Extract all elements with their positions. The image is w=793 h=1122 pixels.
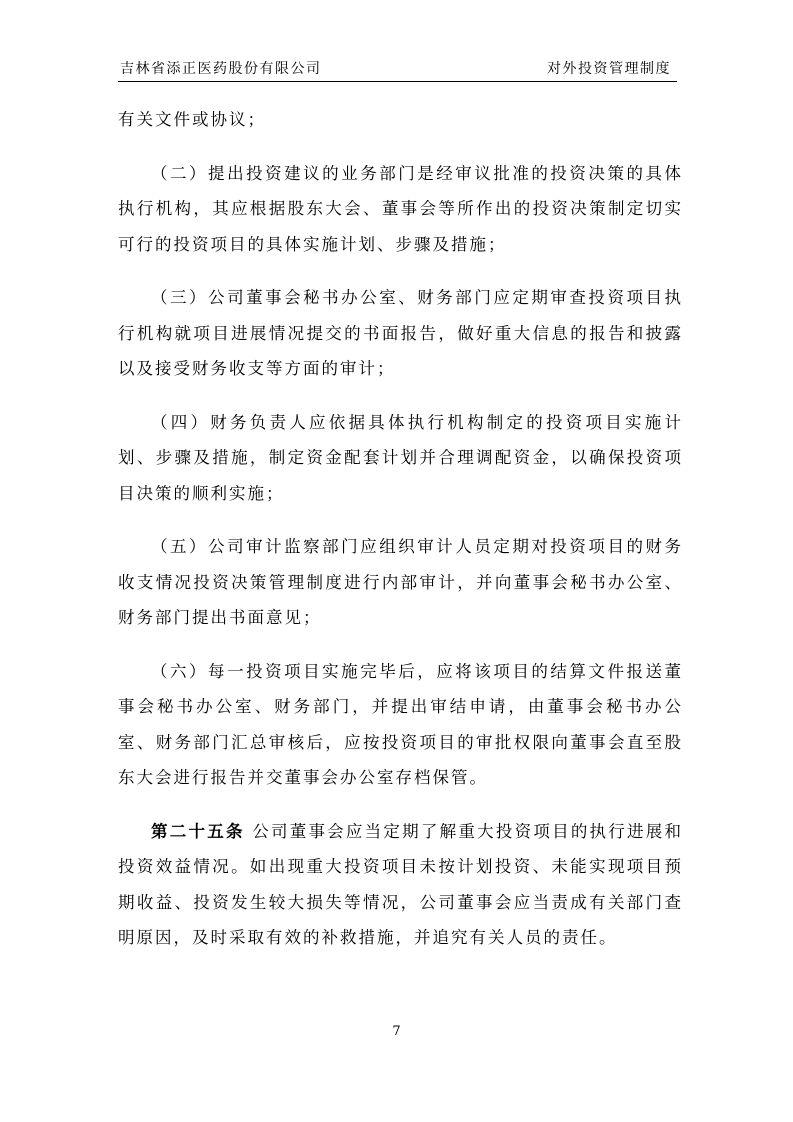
article-25-text: 公司董事会应当定期了解重大投资项目的执行进展和投资效益情况。如出现重大投资项目未按计划投资、未能实现项目预期收益、投资发生较大损失等情况，公司董事会应当责成有关部门查明原因，及时采取有效的补救措施，并追究有关人员的责任。 — [118, 821, 684, 947]
header-company-name: 吉林省添正医药股份有限公司 — [120, 61, 322, 77]
paragraph-item-3: （三）公司董事会秘书办公室、财务部门应定期审查投资项目执行机构就项目进展情况提交的书面报告，做好重大信息的报告和披露以及接受财务收支等方面的审计； — [118, 288, 683, 378]
article-25 — [118, 814, 683, 956]
document-body — [118, 102, 683, 974]
paragraph-continuation: 有关文件或协议； — [118, 110, 266, 129]
page-number: 7 — [392, 1024, 401, 1039]
paragraph-item-6: （六）每一投资项目实施完毕后，应将该项目的结算文件报送董事会秘书办公室、财务部门，并提出审结申请，由董事会秘书办公室、财务部门汇总审核后，应按投资项目的审批权限向董事会直至股东大会进行报告并交董事会办公室存档保管。 — [118, 661, 683, 787]
page-header — [118, 55, 677, 82]
article-25-label: 第二十五条 — [151, 821, 245, 841]
header-document-title: 对外投资管理制度 — [547, 61, 671, 77]
paragraph-item-4: （四）财务负责人应依据具体执行机构制定的投资项目实施计划、步骤及措施，制定资金配套计划并合理调配资金，以确保投资项目决策的顺利实施； — [118, 412, 683, 503]
paragraph-item-5: （五）公司审计监察部门应组织审计人员定期对投资项目的财务收支情况投资决策管理制度进行内部审计，并向董事会秘书办公室、财务部门提出书面意见； — [118, 537, 683, 627]
paragraph-item-2: （二）提出投资建议的业务部门是经审议批准的投资决策的具体执行机构，其应根据股东大会、董事会等所作出的投资决策制定切实可行的投资项目的具体实施计划、步骤及措施； — [118, 163, 683, 254]
